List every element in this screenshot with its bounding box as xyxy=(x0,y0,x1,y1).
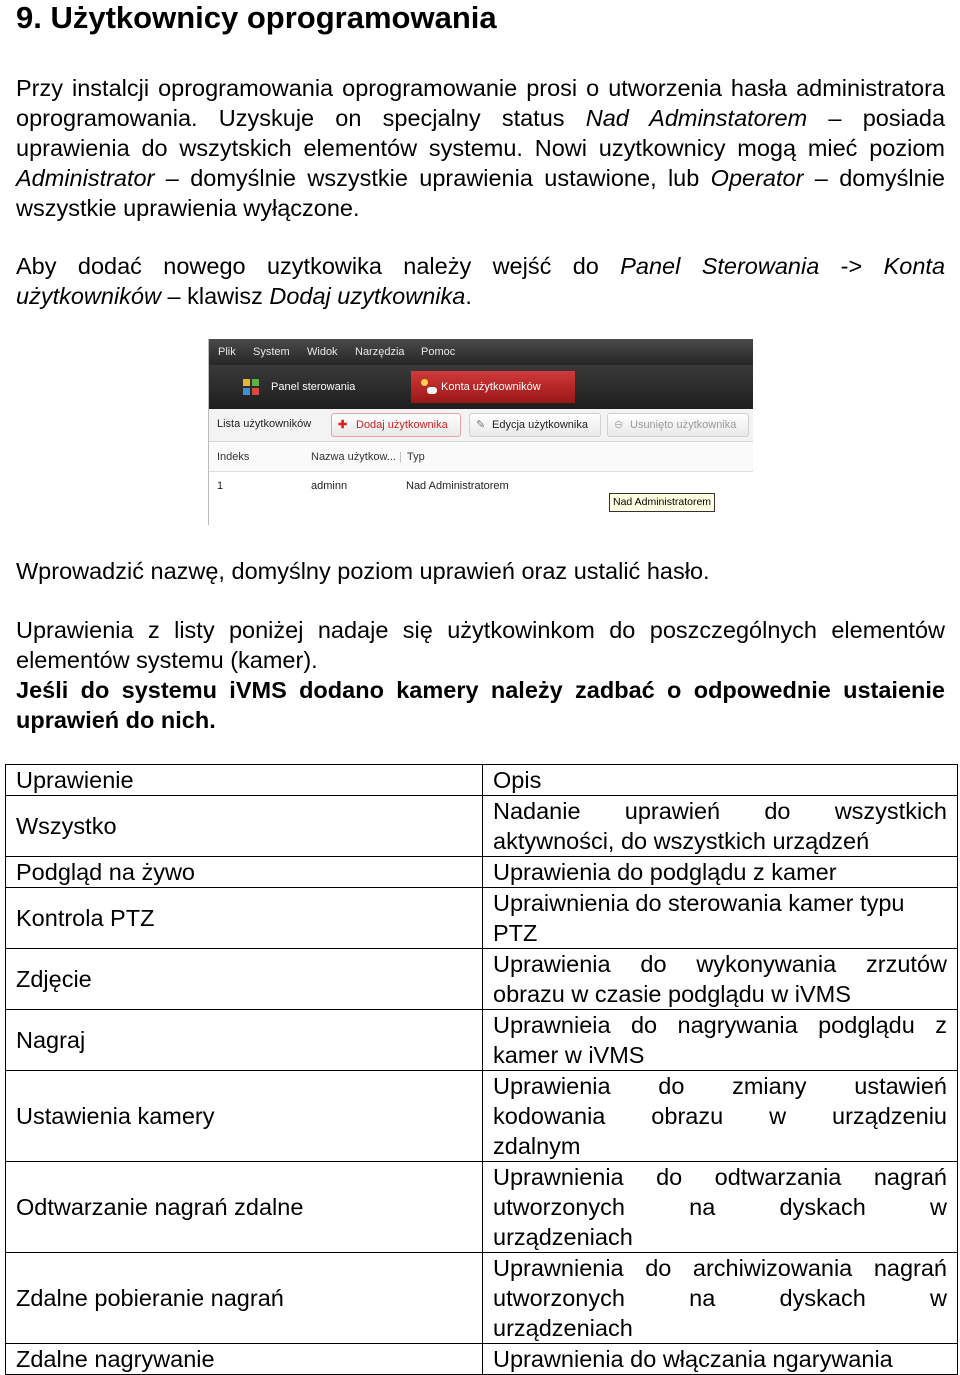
permission-desc: Uprawienia do wykonywania zrzutów obrazu w czasie podglądu w iVMS xyxy=(483,949,958,1010)
plus-icon: ✚ xyxy=(338,419,348,431)
table-row xyxy=(6,1344,958,1375)
control-panel-icon xyxy=(243,379,259,395)
permission-name: Wszystko xyxy=(6,796,483,857)
menu-item-help[interactable]: Pomoc xyxy=(421,346,456,358)
tab-control-panel[interactable]: Panel sterowania xyxy=(243,371,393,403)
permission-desc: Uprawnienia do archiwizowania nagrań utworzonych na dyskach w urządzeniach xyxy=(483,1253,958,1344)
column-username[interactable]: Nazwa użytkow... xyxy=(311,451,396,463)
app-screenshot xyxy=(208,339,753,525)
type-tooltip: Nad Administratorem xyxy=(609,493,715,512)
menu-item-system[interactable]: System xyxy=(253,346,290,358)
permission-desc: Upraiwnienia do sterowania kamer typu PTZ xyxy=(483,888,958,949)
add-user-button[interactable]: ✚ Dodaj użytkownika xyxy=(331,413,461,437)
table-row xyxy=(6,949,958,1010)
menu-item-file[interactable]: Plik xyxy=(218,346,236,358)
table-row xyxy=(6,888,958,949)
permission-desc: Uprawnienia do włączania ngarywania xyxy=(483,1344,958,1375)
permission-desc: Uprawienia do zmiany ustawień kodowania obrazu w urządzeniu zdalnym xyxy=(483,1071,958,1162)
table-row xyxy=(6,1071,958,1162)
permission-desc: Uprawnienia do odtwarzania nagrań utworzonych na dyskach w urządzeniach xyxy=(483,1162,958,1253)
permission-name: Podgląd na żywo xyxy=(6,857,483,888)
menu-bar xyxy=(209,339,753,365)
minus-icon: ⊖ xyxy=(614,419,624,431)
table-row xyxy=(6,1162,958,1253)
table-row xyxy=(6,857,958,888)
table-row xyxy=(6,1253,958,1344)
user-list-label: Lista użytkowników xyxy=(217,418,312,430)
menu-item-tools[interactable]: Narzędzia xyxy=(355,346,405,358)
user-accounts-icon xyxy=(421,379,437,395)
intro-paragraph: Przy instalcji oprogramowania oprogramowanie prosi o utworzenia hasła administratora oprogramowania. Uzyskuje on specjalny status Nad Adminstatorem – posiada uprawienia do wszytskich elementów systemu. Nowi uzytkownicy mogą mieć poziom Administrator – domyślnie wszystkie uprawienia ustawione, lub Operator – domyślnie wszystkie uprawienia wyłączone. xyxy=(16,75,946,221)
permission-name: Ustawienia kamery xyxy=(6,1071,483,1162)
header-description: Opis xyxy=(483,765,958,796)
instruction-line: Wprowadzić nazwę, domyślny poziom uprawień oraz ustalić hasło. xyxy=(16,558,710,584)
permission-name: Zdalne nagrywanie xyxy=(6,1344,483,1375)
permissions-warning: Jeśli do systemu iVMS dodano kamery należy zadbać o odpowednie ustaienie uprawień do nich. xyxy=(16,677,945,733)
header-permission: Uprawienie xyxy=(6,765,483,796)
edit-user-button[interactable]: ✎ Edycja użytkownika xyxy=(469,413,601,437)
permission-name: Zdalne pobieranie nagrań xyxy=(6,1253,483,1344)
user-toolbar xyxy=(209,409,753,442)
table-row xyxy=(6,796,958,857)
permission-name: Zdjęcie xyxy=(6,949,483,1010)
wrench-icon: ✎ xyxy=(476,419,486,431)
instructions-paragraph: Aby dodać nowego uzytkowika należy wejść do Panel Sterowania -> Konta użytkowników – klawisz Dodaj uzytkownika. xyxy=(16,253,946,309)
permission-desc: Uprawienia do podglądu z kamer xyxy=(483,857,958,888)
section-heading: 9. Użytkownicy oprogramowania xyxy=(16,0,497,35)
permission-desc: Uprawnieia do nagrywania podglądu z kamer w iVMS xyxy=(483,1010,958,1071)
permission-desc: Nadanie uprawień do wszystkich aktywności, do wszystkich urządzeń xyxy=(483,796,958,857)
row-username: adminn xyxy=(311,480,348,492)
table-header-row xyxy=(6,765,958,796)
permission-name: Nagraj xyxy=(6,1010,483,1071)
row-index: 1 xyxy=(217,480,224,492)
row-type: Nad Administratorem xyxy=(406,480,509,492)
column-index[interactable]: Indeks xyxy=(217,451,250,463)
tab-user-accounts[interactable]: Konta użytkowników xyxy=(411,371,575,403)
permission-name: Kontrola PTZ xyxy=(6,888,483,949)
permissions-intro: Uprawienia z listy poniżej nadaje się użytkowinkom do poszczególnych elementów elementów systemu (kamer). xyxy=(16,617,945,673)
column-type[interactable]: Typ xyxy=(407,451,425,463)
nav-bar xyxy=(209,365,753,409)
menu-item-view[interactable]: Widok xyxy=(307,346,338,358)
table-row xyxy=(6,1010,958,1071)
permissions-table xyxy=(5,764,958,1375)
user-table-header: Indeks Nazwa użytkow... | Typ xyxy=(209,443,753,472)
delete-user-button[interactable]: ⊖ Usunięto użytkownika xyxy=(607,413,749,437)
permission-name: Odtwarzanie nagrań zdalne xyxy=(6,1162,483,1253)
